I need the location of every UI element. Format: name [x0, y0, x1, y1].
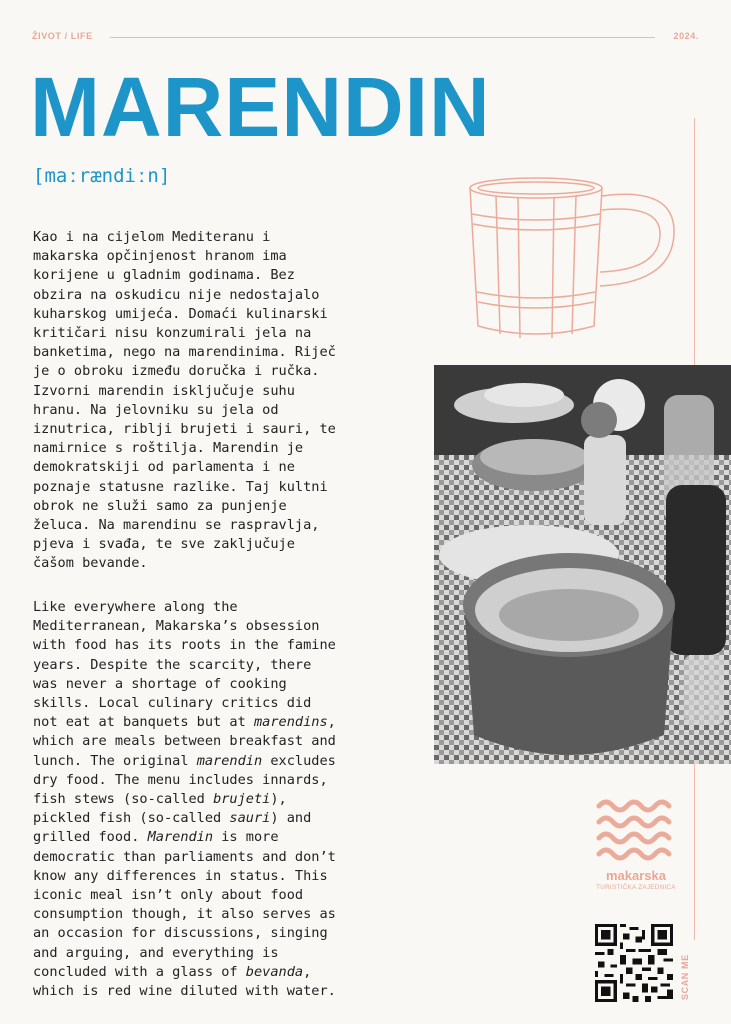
article-text-english: Like everywhere along the Mediterranean, Makarska’s obsession with food has its roots in the famine years. Despite the scarcity, there was never a shortage of cooking skills. Local culinary critics did not eat at banquets but at marendins, which are meals between breakfast and lunch. The original marendin excludes dry food. The menu includes innards, fish stews (so-called brujeti), pickled fish (so-called sauri) and grilled food. Marendin is more democratic than parliaments and don’t know any differences in status. This iconic meal isn’t only about food consumption though, it also serves as an occasion for discussions, singing and arguing, and everything is concluded with a glass of bevanda, which is red wine diluted with water.: [33, 599, 336, 1000]
wooden-mug-illustration: [466, 174, 681, 344]
marendin-photo: [434, 365, 731, 764]
header-divider: [110, 37, 655, 38]
article-text-croatian: Kao i na cijelom Mediteranu i makarska opčinjenost hranom ima korijene u gladnim godinama. Bez obzira na oskudicu nije nedostajalo kuharskog umijeća. Domaći kulinarski kritičari nisu konzumirali jela na banketima, nego na marendinima. Riječ je o obroku između doručka i ručka. Izvorni marendin isključuje suhu hranu. Na jelovniku su jela od iznutrica, riblji brujeti i sauri, te namirnice s roštilja. Marendin je demokratskiji od parlamenta i ne poznaje statusne razlike. Taj kultni obrok ne služi samo za punjenje želuca. Na marendinu se raspravlja, pjeva i svađa, te sve zaključuje čašom bevande.: [33, 229, 336, 572]
phonetic-transcription: [maːrændiːn]: [33, 165, 171, 187]
year-label: 2024.: [673, 31, 699, 41]
logo-subtitle: TURISTIČKA ZAJEDNICA: [596, 884, 676, 891]
page-title: MARENDIN: [30, 60, 491, 154]
wave-logo-icon: [596, 798, 676, 866]
scan-me-label: SCAN ME: [680, 954, 690, 1000]
qr-code[interactable]: [595, 924, 673, 1002]
logo-name: makarska: [606, 868, 666, 883]
section-label: ŽIVOT / LIFE: [32, 31, 93, 41]
